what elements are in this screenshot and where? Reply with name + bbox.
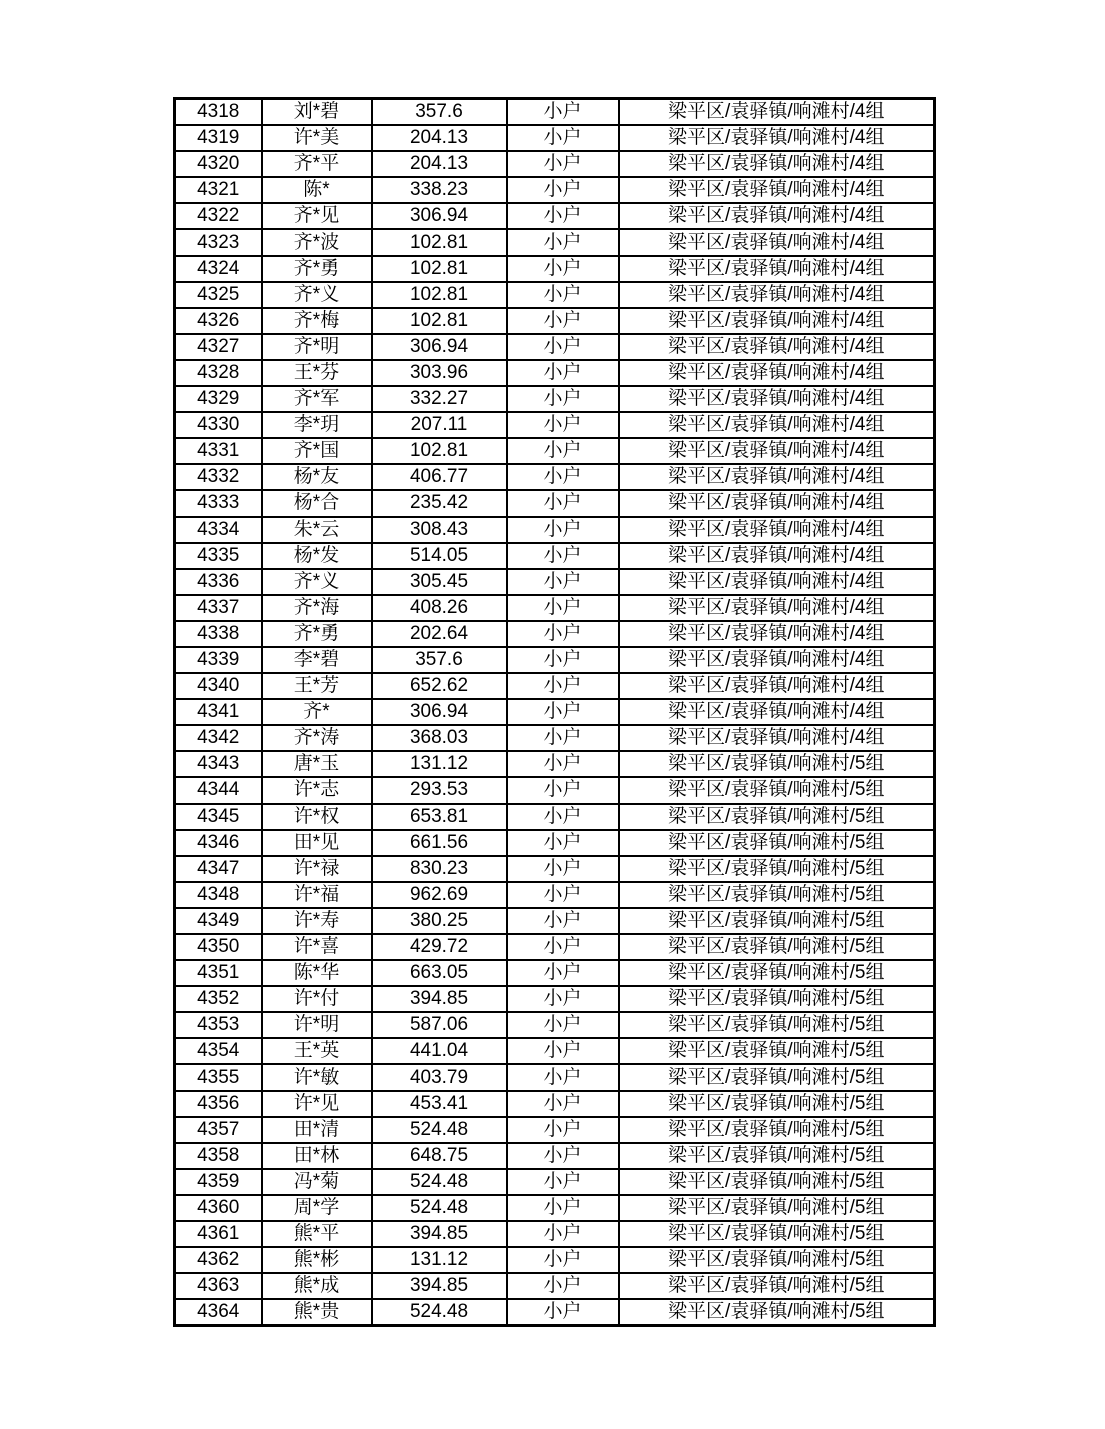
cell-location: 梁平区/袁驿镇/响滩村/4组 <box>619 412 935 438</box>
cell-location: 梁平区/袁驿镇/响滩村/4组 <box>619 360 935 386</box>
cell-household-type: 小户 <box>507 125 619 151</box>
cell-household-type: 小户 <box>507 569 619 595</box>
cell-amount: 102.81 <box>372 438 507 464</box>
cell-name: 李*玥 <box>262 412 372 438</box>
cell-amount: 663.05 <box>372 960 507 986</box>
cell-amount: 305.45 <box>372 569 507 595</box>
cell-amount: 587.06 <box>372 1012 507 1038</box>
cell-name: 许*权 <box>262 804 372 830</box>
cell-location: 梁平区/袁驿镇/响滩村/4组 <box>619 490 935 516</box>
cell-name: 齐*军 <box>262 386 372 412</box>
cell-name: 王*芬 <box>262 360 372 386</box>
cell-id: 4347 <box>175 856 262 882</box>
cell-household-type: 小户 <box>507 177 619 203</box>
cell-name: 齐*国 <box>262 438 372 464</box>
table-row <box>175 621 935 647</box>
cell-location: 梁平区/袁驿镇/响滩村/5组 <box>619 1221 935 1247</box>
cell-id: 4329 <box>175 386 262 412</box>
cell-location: 梁平区/袁驿镇/响滩村/5组 <box>619 751 935 777</box>
cell-id: 4357 <box>175 1117 262 1143</box>
table-row <box>175 543 935 569</box>
cell-amount: 830.23 <box>372 856 507 882</box>
table-row <box>175 282 935 308</box>
cell-name: 许*明 <box>262 1012 372 1038</box>
cell-household-type: 小户 <box>507 699 619 725</box>
table-row <box>175 490 935 516</box>
cell-location: 梁平区/袁驿镇/响滩村/4组 <box>619 699 935 725</box>
cell-id: 4332 <box>175 464 262 490</box>
cell-location: 梁平区/袁驿镇/响滩村/4组 <box>619 517 935 543</box>
cell-household-type: 小户 <box>507 1064 619 1090</box>
cell-id: 4338 <box>175 621 262 647</box>
cell-name: 齐*明 <box>262 334 372 360</box>
table-row <box>175 1117 935 1143</box>
cell-location: 梁平区/袁驿镇/响滩村/4组 <box>619 621 935 647</box>
cell-location: 梁平区/袁驿镇/响滩村/5组 <box>619 804 935 830</box>
cell-amount: 204.13 <box>372 125 507 151</box>
cell-name: 齐*义 <box>262 282 372 308</box>
table-row <box>175 647 935 673</box>
cell-id: 4362 <box>175 1247 262 1273</box>
cell-household-type: 小户 <box>507 647 619 673</box>
cell-location: 梁平区/袁驿镇/响滩村/4组 <box>619 308 935 334</box>
cell-name: 田*见 <box>262 830 372 856</box>
cell-amount: 293.53 <box>372 777 507 803</box>
cell-amount: 394.85 <box>372 986 507 1012</box>
cell-id: 4350 <box>175 934 262 960</box>
table-row <box>175 882 935 908</box>
cell-name: 冯*菊 <box>262 1169 372 1195</box>
cell-location: 梁平区/袁驿镇/响滩村/5组 <box>619 882 935 908</box>
table-row <box>175 438 935 464</box>
cell-amount: 403.79 <box>372 1064 507 1090</box>
cell-name: 齐*平 <box>262 151 372 177</box>
table-row <box>175 256 935 282</box>
cell-household-type: 小户 <box>507 777 619 803</box>
cell-household-type: 小户 <box>507 882 619 908</box>
cell-amount: 102.81 <box>372 229 507 255</box>
cell-location: 梁平区/袁驿镇/响滩村/5组 <box>619 1195 935 1221</box>
table-row <box>175 464 935 490</box>
cell-amount: 306.94 <box>372 699 507 725</box>
cell-household-type: 小户 <box>507 856 619 882</box>
table-row <box>175 725 935 751</box>
cell-amount: 514.05 <box>372 543 507 569</box>
cell-id: 4349 <box>175 908 262 934</box>
cell-location: 梁平区/袁驿镇/响滩村/5组 <box>619 908 935 934</box>
cell-household-type: 小户 <box>507 1195 619 1221</box>
cell-amount: 102.81 <box>372 282 507 308</box>
cell-id: 4325 <box>175 282 262 308</box>
cell-name: 许*福 <box>262 882 372 908</box>
cell-amount: 207.11 <box>372 412 507 438</box>
cell-id: 4343 <box>175 751 262 777</box>
table-row <box>175 1195 935 1221</box>
cell-amount: 648.75 <box>372 1143 507 1169</box>
table-row <box>175 777 935 803</box>
cell-household-type: 小户 <box>507 151 619 177</box>
cell-location: 梁平区/袁驿镇/响滩村/4组 <box>619 569 935 595</box>
cell-household-type: 小户 <box>507 1169 619 1195</box>
table-row <box>175 699 935 725</box>
table-row <box>175 856 935 882</box>
cell-id: 4322 <box>175 203 262 229</box>
cell-amount: 332.27 <box>372 386 507 412</box>
cell-household-type: 小户 <box>507 438 619 464</box>
cell-household-type: 小户 <box>507 1012 619 1038</box>
cell-name: 许*付 <box>262 986 372 1012</box>
cell-name: 李*碧 <box>262 647 372 673</box>
cell-id: 4326 <box>175 308 262 334</box>
cell-id: 4336 <box>175 569 262 595</box>
cell-name: 熊*平 <box>262 1221 372 1247</box>
cell-name: 齐*涛 <box>262 725 372 751</box>
table-row <box>175 830 935 856</box>
cell-location: 梁平区/袁驿镇/响滩村/5组 <box>619 1273 935 1299</box>
cell-name: 齐*梅 <box>262 308 372 334</box>
table-row <box>175 934 935 960</box>
table-row <box>175 908 935 934</box>
cell-household-type: 小户 <box>507 908 619 934</box>
cell-name: 王*英 <box>262 1038 372 1064</box>
cell-location: 梁平区/袁驿镇/响滩村/5组 <box>619 960 935 986</box>
cell-location: 梁平区/袁驿镇/响滩村/4组 <box>619 386 935 412</box>
cell-location: 梁平区/袁驿镇/响滩村/5组 <box>619 934 935 960</box>
cell-id: 4351 <box>175 960 262 986</box>
cell-id: 4333 <box>175 490 262 516</box>
cell-name: 齐*波 <box>262 229 372 255</box>
cell-location: 梁平区/袁驿镇/响滩村/5组 <box>619 1091 935 1117</box>
cell-location: 梁平区/袁驿镇/响滩村/4组 <box>619 203 935 229</box>
table-row <box>175 125 935 151</box>
table-row <box>175 1143 935 1169</box>
table-row <box>175 177 935 203</box>
cell-amount: 380.25 <box>372 908 507 934</box>
table-row <box>175 960 935 986</box>
cell-amount: 308.43 <box>372 517 507 543</box>
cell-name: 刘*碧 <box>262 99 372 126</box>
cell-name: 齐*见 <box>262 203 372 229</box>
table-row <box>175 229 935 255</box>
cell-id: 4335 <box>175 543 262 569</box>
cell-id: 4353 <box>175 1012 262 1038</box>
cell-id: 4345 <box>175 804 262 830</box>
cell-amount: 357.6 <box>372 99 507 126</box>
cell-id: 4337 <box>175 595 262 621</box>
table-row <box>175 308 935 334</box>
cell-household-type: 小户 <box>507 1299 619 1326</box>
cell-name: 田*林 <box>262 1143 372 1169</box>
cell-name: 杨*合 <box>262 490 372 516</box>
cell-amount: 406.77 <box>372 464 507 490</box>
table-row <box>175 1064 935 1090</box>
cell-id: 4359 <box>175 1169 262 1195</box>
cell-household-type: 小户 <box>507 751 619 777</box>
table-row <box>175 595 935 621</box>
cell-amount: 204.13 <box>372 151 507 177</box>
table-row <box>175 517 935 543</box>
table-row <box>175 1012 935 1038</box>
cell-household-type: 小户 <box>507 386 619 412</box>
cell-name: 朱*云 <box>262 517 372 543</box>
cell-name: 周*学 <box>262 1195 372 1221</box>
cell-location: 梁平区/袁驿镇/响滩村/5组 <box>619 1117 935 1143</box>
cell-id: 4358 <box>175 1143 262 1169</box>
cell-household-type: 小户 <box>507 1117 619 1143</box>
cell-id: 4361 <box>175 1221 262 1247</box>
cell-name: 王*芳 <box>262 673 372 699</box>
cell-id: 4334 <box>175 517 262 543</box>
cell-id: 4352 <box>175 986 262 1012</box>
cell-location: 梁平区/袁驿镇/响滩村/5组 <box>619 1012 935 1038</box>
beneficiary-table <box>173 97 936 1327</box>
cell-name: 齐* <box>262 699 372 725</box>
cell-amount: 303.96 <box>372 360 507 386</box>
cell-id: 4340 <box>175 673 262 699</box>
cell-location: 梁平区/袁驿镇/响滩村/4组 <box>619 282 935 308</box>
cell-household-type: 小户 <box>507 543 619 569</box>
table-row <box>175 1091 935 1117</box>
cell-amount: 652.62 <box>372 673 507 699</box>
cell-id: 4320 <box>175 151 262 177</box>
cell-household-type: 小户 <box>507 1221 619 1247</box>
cell-location: 梁平区/袁驿镇/响滩村/4组 <box>619 595 935 621</box>
cell-household-type: 小户 <box>507 412 619 438</box>
cell-amount: 453.41 <box>372 1091 507 1117</box>
cell-location: 梁平区/袁驿镇/响滩村/4组 <box>619 229 935 255</box>
cell-id: 4324 <box>175 256 262 282</box>
cell-amount: 235.42 <box>372 490 507 516</box>
cell-name: 杨*友 <box>262 464 372 490</box>
cell-household-type: 小户 <box>507 621 619 647</box>
cell-amount: 524.48 <box>372 1299 507 1326</box>
cell-household-type: 小户 <box>507 203 619 229</box>
table-body <box>175 99 935 1326</box>
cell-id: 4356 <box>175 1091 262 1117</box>
cell-location: 梁平区/袁驿镇/响滩村/4组 <box>619 177 935 203</box>
cell-id: 4328 <box>175 360 262 386</box>
cell-amount: 368.03 <box>372 725 507 751</box>
cell-amount: 357.6 <box>372 647 507 673</box>
cell-id: 4339 <box>175 647 262 673</box>
table-row <box>175 99 935 126</box>
cell-location: 梁平区/袁驿镇/响滩村/4组 <box>619 438 935 464</box>
cell-amount: 394.85 <box>372 1221 507 1247</box>
cell-name: 许*寿 <box>262 908 372 934</box>
cell-name: 齐*勇 <box>262 621 372 647</box>
cell-amount: 131.12 <box>372 751 507 777</box>
cell-household-type: 小户 <box>507 517 619 543</box>
cell-amount: 524.48 <box>372 1117 507 1143</box>
cell-amount: 338.23 <box>372 177 507 203</box>
table-row <box>175 1273 935 1299</box>
cell-household-type: 小户 <box>507 960 619 986</box>
cell-household-type: 小户 <box>507 229 619 255</box>
cell-id: 4354 <box>175 1038 262 1064</box>
cell-name: 齐*勇 <box>262 256 372 282</box>
cell-location: 梁平区/袁驿镇/响滩村/4组 <box>619 673 935 699</box>
cell-location: 梁平区/袁驿镇/响滩村/5组 <box>619 986 935 1012</box>
table-row <box>175 1247 935 1273</box>
cell-name: 熊*贵 <box>262 1299 372 1326</box>
cell-household-type: 小户 <box>507 282 619 308</box>
cell-household-type: 小户 <box>507 490 619 516</box>
cell-household-type: 小户 <box>507 308 619 334</box>
cell-name: 许*禄 <box>262 856 372 882</box>
cell-household-type: 小户 <box>507 673 619 699</box>
cell-location: 梁平区/袁驿镇/响滩村/5组 <box>619 1064 935 1090</box>
cell-amount: 102.81 <box>372 256 507 282</box>
table-row <box>175 1038 935 1064</box>
cell-id: 4348 <box>175 882 262 908</box>
cell-household-type: 小户 <box>507 334 619 360</box>
cell-id: 4346 <box>175 830 262 856</box>
cell-id: 4344 <box>175 777 262 803</box>
cell-amount: 202.64 <box>372 621 507 647</box>
cell-name: 唐*玉 <box>262 751 372 777</box>
cell-name: 许*喜 <box>262 934 372 960</box>
cell-name: 许*美 <box>262 125 372 151</box>
cell-household-type: 小户 <box>507 595 619 621</box>
cell-name: 许*志 <box>262 777 372 803</box>
cell-household-type: 小户 <box>507 1273 619 1299</box>
table-row <box>175 1169 935 1195</box>
cell-id: 4341 <box>175 699 262 725</box>
cell-amount: 306.94 <box>372 203 507 229</box>
cell-household-type: 小户 <box>507 804 619 830</box>
table-row <box>175 151 935 177</box>
cell-location: 梁平区/袁驿镇/响滩村/5组 <box>619 1038 935 1064</box>
table-row <box>175 360 935 386</box>
cell-location: 梁平区/袁驿镇/响滩村/5组 <box>619 830 935 856</box>
cell-household-type: 小户 <box>507 1247 619 1273</box>
cell-location: 梁平区/袁驿镇/响滩村/5组 <box>619 1143 935 1169</box>
cell-id: 4360 <box>175 1195 262 1221</box>
cell-id: 4318 <box>175 99 262 126</box>
cell-location: 梁平区/袁驿镇/响滩村/5组 <box>619 856 935 882</box>
cell-household-type: 小户 <box>507 360 619 386</box>
cell-id: 4327 <box>175 334 262 360</box>
cell-name: 杨*发 <box>262 543 372 569</box>
table-row <box>175 1221 935 1247</box>
cell-amount: 962.69 <box>372 882 507 908</box>
cell-amount: 524.48 <box>372 1169 507 1195</box>
cell-location: 梁平区/袁驿镇/响滩村/4组 <box>619 256 935 282</box>
cell-name: 许*敏 <box>262 1064 372 1090</box>
cell-name: 齐*义 <box>262 569 372 595</box>
cell-amount: 394.85 <box>372 1273 507 1299</box>
cell-amount: 441.04 <box>372 1038 507 1064</box>
cell-amount: 661.56 <box>372 830 507 856</box>
cell-amount: 306.94 <box>372 334 507 360</box>
table-row <box>175 986 935 1012</box>
cell-id: 4321 <box>175 177 262 203</box>
cell-household-type: 小户 <box>507 1038 619 1064</box>
cell-location: 梁平区/袁驿镇/响滩村/4组 <box>619 647 935 673</box>
cell-name: 陈* <box>262 177 372 203</box>
table-row <box>175 751 935 777</box>
cell-id: 4342 <box>175 725 262 751</box>
table-row <box>175 1299 935 1326</box>
cell-location: 梁平区/袁驿镇/响滩村/4组 <box>619 125 935 151</box>
cell-household-type: 小户 <box>507 934 619 960</box>
cell-amount: 131.12 <box>372 1247 507 1273</box>
cell-id: 4364 <box>175 1299 262 1326</box>
cell-location: 梁平区/袁驿镇/响滩村/4组 <box>619 151 935 177</box>
table-row <box>175 386 935 412</box>
cell-location: 梁平区/袁驿镇/响滩村/4组 <box>619 464 935 490</box>
cell-household-type: 小户 <box>507 1091 619 1117</box>
cell-location: 梁平区/袁驿镇/响滩村/4组 <box>619 725 935 751</box>
cell-household-type: 小户 <box>507 464 619 490</box>
cell-id: 4330 <box>175 412 262 438</box>
cell-id: 4323 <box>175 229 262 255</box>
cell-household-type: 小户 <box>507 256 619 282</box>
cell-id: 4319 <box>175 125 262 151</box>
cell-name: 齐*海 <box>262 595 372 621</box>
cell-name: 许*见 <box>262 1091 372 1117</box>
cell-amount: 653.81 <box>372 804 507 830</box>
cell-household-type: 小户 <box>507 99 619 126</box>
cell-id: 4363 <box>175 1273 262 1299</box>
cell-amount: 524.48 <box>372 1195 507 1221</box>
cell-location: 梁平区/袁驿镇/响滩村/5组 <box>619 1299 935 1326</box>
cell-name: 田*清 <box>262 1117 372 1143</box>
cell-household-type: 小户 <box>507 830 619 856</box>
table-row <box>175 412 935 438</box>
cell-amount: 102.81 <box>372 308 507 334</box>
table-row <box>175 804 935 830</box>
cell-location: 梁平区/袁驿镇/响滩村/5组 <box>619 777 935 803</box>
cell-id: 4355 <box>175 1064 262 1090</box>
cell-household-type: 小户 <box>507 725 619 751</box>
table-row <box>175 673 935 699</box>
table-row <box>175 334 935 360</box>
table-row <box>175 569 935 595</box>
cell-amount: 429.72 <box>372 934 507 960</box>
cell-location: 梁平区/袁驿镇/响滩村/5组 <box>619 1247 935 1273</box>
table-row <box>175 203 935 229</box>
cell-household-type: 小户 <box>507 1143 619 1169</box>
cell-location: 梁平区/袁驿镇/响滩村/4组 <box>619 99 935 126</box>
cell-household-type: 小户 <box>507 986 619 1012</box>
cell-name: 熊*成 <box>262 1273 372 1299</box>
cell-id: 4331 <box>175 438 262 464</box>
cell-name: 熊*彬 <box>262 1247 372 1273</box>
cell-location: 梁平区/袁驿镇/响滩村/4组 <box>619 543 935 569</box>
cell-name: 陈*华 <box>262 960 372 986</box>
cell-location: 梁平区/袁驿镇/响滩村/4组 <box>619 334 935 360</box>
cell-amount: 408.26 <box>372 595 507 621</box>
cell-location: 梁平区/袁驿镇/响滩村/5组 <box>619 1169 935 1195</box>
